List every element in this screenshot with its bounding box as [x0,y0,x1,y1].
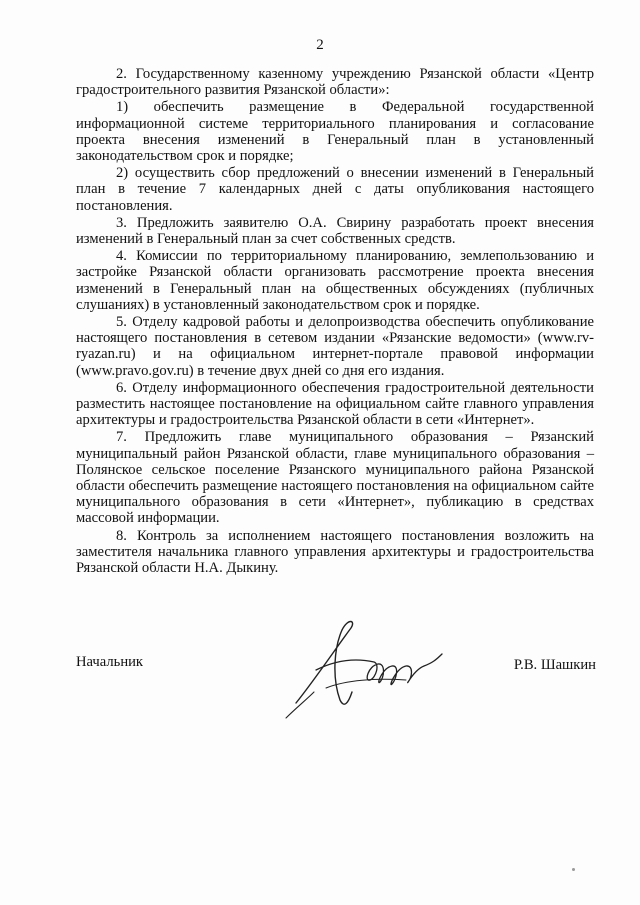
handwritten-signature [256,608,456,728]
scan-speck [572,868,575,871]
paragraph-7: 7. Предложить главе муниципального образования – Рязанский муниципальный район Рязанской области, главе муниципального образования – Полянское сельское поселение Рязанского муниципального района Рязанской области обеспечить размещение настоящего постановления на официальном сайте муниципального образования в сети «Интернет», публикацию в средствах массовой информации. [76,429,594,527]
paragraph-2: 2. Государственному казенному учреждению Рязанской области «Центр градостроительного развития Рязанской области»: [76,66,594,99]
paragraph-4: 4. Комиссии по территориальному планированию, землепользованию и застройке Рязанской области организовать рассмотрение проекта внесения изменений в Генеральный план на общественных обсуждениях (публичных слушаниях) в установленный законодательством срок и порядке. [76,248,594,313]
page-number: 2 [316,37,324,53]
signer-name: Р.В. Шашкин [513,657,596,673]
paragraph-8: 8. Контроль за исполнением настоящего постановления возложить на заместителя начальника главного управления архитектуры и градостроительства Рязанской области Н.А. Дыкину. [76,527,594,577]
signature-block [76,648,596,728]
paragraph-2-1: 1) обеспечить размещение в Федеральной государственной информационной системе территориального планирования и согласование проекта внесения изменений в Генеральный план в установленный законодательством срок и порядке; [76,99,594,165]
paragraph-3: 3. Предложить заявителю О.А. Свирину разработать проект внесения изменений в Генеральный план за счет собственных средств. [76,214,594,248]
signer-title: Начальник [76,654,144,670]
document-body [76,66,594,577]
paragraph-2-2: 2) осуществить сбор предложений о внесении изменений в Генеральный план в течение 7 календарных дней с даты опубликования настоящего постановления. [76,165,594,214]
paragraph-5: 5. Отделу кадровой работы и делопроизводства обеспечить опубликование настоящего постановления в сетевом издании «Рязанские ведомости» (www.rv-ryazan.ru) и на официальном интернет-портале правовой информации (www.pravo.gov.ru) в течение двух дней со дня его издания. [76,314,594,379]
paragraph-6: 6. Отделу информационного обеспечения градостроительной деятельности разместить настоящее постановление на официальном сайте главного управления архитектуры и градостроительства Рязанской области в сети «Интернет». [76,379,594,429]
